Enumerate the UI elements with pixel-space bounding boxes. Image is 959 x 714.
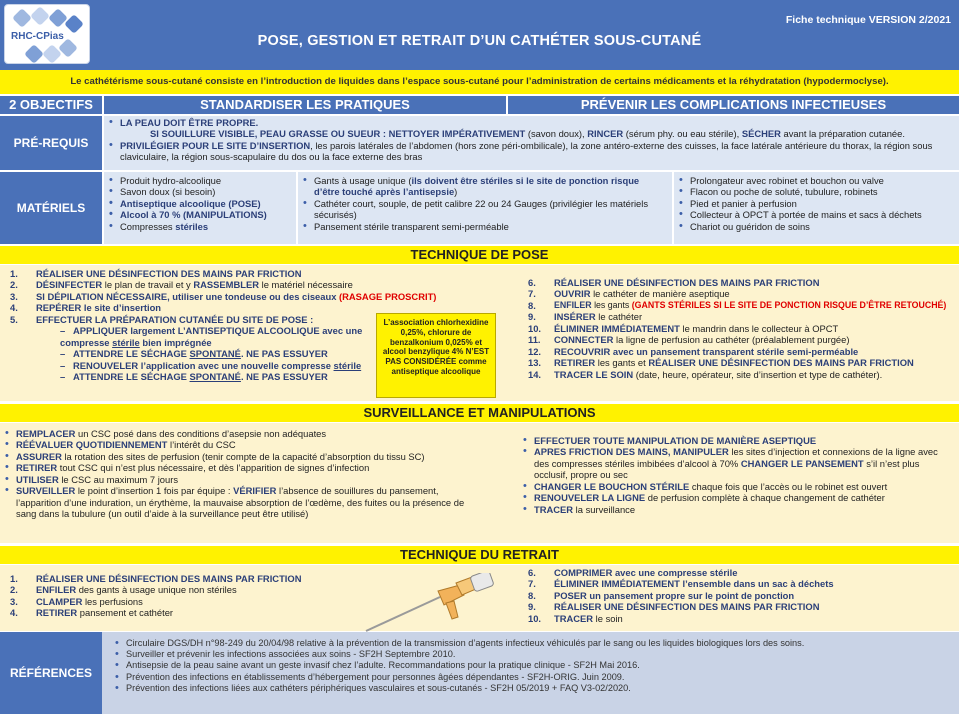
materiels-col2 bbox=[298, 172, 672, 244]
section-title-retrait: TECHNIQUE DU RETRAIT bbox=[0, 546, 959, 564]
reference-item: • Circulaire DGS/DH n°98-249 du 20/04/98 relative à la prévention de la transmission d’agents infectieux véhiculés par le sang ou les liquides biologiques lors des soins. bbox=[112, 638, 952, 649]
page-title: POSE, GESTION ET RETRAIT D’UN CATHÉTER SOUS-CUTANÉ bbox=[257, 33, 702, 49]
retrait-step: 7. ÉLIMINER IMMÉDIATEMENT l’ensemble dans un sac à déchets bbox=[528, 578, 834, 590]
retrait-step: 4. RETIRER pansement et cathéter bbox=[10, 607, 174, 619]
retrait-step: 6. COMPRIMER avec une compresse stérile bbox=[528, 567, 738, 578]
materiel-item: • Savon doux (si besoin) bbox=[106, 186, 294, 197]
manipulation-item: • RENOUVELER LA LIGNE de perfusion complète à chaque changement de cathéter bbox=[520, 492, 950, 503]
prerequis-content bbox=[104, 116, 959, 170]
surveillance-item: • REMPLACER un CSC posé dans des conditions d’asepsie non adéquates bbox=[2, 428, 484, 439]
retrait-section bbox=[0, 565, 959, 631]
prerequis-item: • PRIVILÉGIER POUR LE SITE D’INSERTION, les parois latérales de l’abdomen (hors zone péri-ombilicale), la zone antéro-externe des cuisses, la face latérale antérieure du thorax, la région sous claviculaire, la région sous-scapulaire du dos ou la face externe des bras bbox=[106, 140, 953, 163]
materiels-label: MATÉRIELS bbox=[0, 172, 102, 244]
catheter-illustration bbox=[360, 573, 500, 635]
pose-substep: – ATTENDRE LE SÉCHAGE SPONTANÉ. NE PAS ESSUYER bbox=[60, 371, 328, 383]
materiel-item: • Cathéter court, souple, de petit calibre 22 ou 24 Gauges (privilégier les matériels sécurisés) bbox=[300, 198, 666, 221]
pose-step: 4. REPÉRER le site d’insertion bbox=[10, 302, 162, 314]
section-title-surveillance: SURVEILLANCE ET MANIPULATIONS bbox=[0, 404, 959, 422]
surveillance-item: • SURVEILLER le point d’insertion 1 fois par équipe : VÉRIFIER l’absence de souillures du pansement, l’apparition d’une induration, un érythème, la mauvaise absorption de l’œdème, des fuites ou la présence de sang dans la tubulure (un outil d’aide à la surveillance peut être utilisé) bbox=[2, 485, 484, 519]
materiel-item: • Flacon ou poche de soluté, tubulure, robinets bbox=[676, 186, 957, 197]
pose-step: 1. RÉALISER UNE DÉSINFECTION DES MAINS PAR FRICTION bbox=[10, 268, 302, 279]
references-section bbox=[0, 632, 959, 714]
version-label: Fiche technique VERSION 2/2021 bbox=[785, 14, 951, 26]
pose-step: 6. RÉALISER UNE DÉSINFECTION DES MAINS PAR FRICTION bbox=[528, 277, 820, 288]
antiseptic-note: L’association chlorhexidine 0,25%, chlorure de benzalkonium 0,025% et alcool benzylique 4% N’EST PAS CONSIDÉRÉE comme antiseptique alcoolique bbox=[376, 313, 496, 398]
materiels-col3 bbox=[674, 172, 959, 244]
retrait-step: 3. CLAMPER les perfusions bbox=[10, 595, 143, 607]
materiel-item: • Compresses stériles bbox=[106, 221, 294, 232]
pose-step: 2. DÉSINFECTER le plan de travail et y RASSEMBLER le matériel nécessaire bbox=[10, 279, 353, 291]
materiel-item: • Gants à usage unique (ils doivent être stériles si le site de ponction risque d’être touché après l’antisepsie) bbox=[300, 175, 666, 198]
pose-step: 13. RETIRER les gants et RÉALISER UNE DÉSINFECTION DES MAINS PAR FRICTION bbox=[528, 357, 914, 369]
surveillance-section bbox=[0, 423, 959, 543]
logo-text: RHC-CPias bbox=[11, 31, 64, 42]
pose-step: 12. RECOUVRIR avec un pansement transparent stérile semi-perméable bbox=[528, 345, 859, 357]
reference-item: • Antisepsie de la peau saine avant un geste invasif chez l’adulte. Recommandations pour la pratique clinique - SF2H Mai 2016. bbox=[112, 660, 952, 671]
prerequis-item: • LA PEAU DOIT ÊTRE PROPRE. SI SOUILLURE VISIBLE, PEAU GRASSE OU SUEUR : NETTOYER IMPÉRATIVEMENT (savon doux), RINCER (sérum phy. ou eau stérile), SÉCHER avant la préparation cutanée. bbox=[106, 117, 953, 140]
objectifs-label: 2 OBJECTIFS bbox=[0, 96, 102, 114]
pose-step: 3. SI DÉPILATION NÉCESSAIRE, utiliser une tondeuse ou des ciseaux (RASAGE PROSCRIT) bbox=[10, 290, 437, 302]
objectif-standardiser: STANDARDISER LES PRATIQUES bbox=[104, 96, 506, 114]
prerequis-label: PRÉ-REQUIS bbox=[0, 116, 102, 170]
header-banner bbox=[0, 0, 959, 70]
pose-step: 5. EFFECTUER LA PRÉPARATION CUTANÉE DU SITE DE POSE : bbox=[10, 313, 314, 325]
pose-substep: – RENOUVELER l’application avec une nouvelle compresse stérile bbox=[60, 359, 362, 371]
surveillance-item: • UTILISER le CSC au maximum 7 jours bbox=[2, 474, 484, 485]
materiel-item: • Collecteur à OPCT à portée de mains et sacs à déchets bbox=[676, 209, 957, 220]
materiel-item: • Antiseptique alcoolique (POSE) bbox=[106, 198, 294, 209]
materiel-item: • Chariot ou guéridon de soins bbox=[676, 221, 957, 232]
surveillance-item: • RÉÉVALUER QUOTIDIENNEMENT l’intérêt du CSC bbox=[2, 439, 484, 450]
materiel-item: • Pansement stérile transparent semi-perméable bbox=[300, 221, 666, 232]
materiels-col1 bbox=[104, 172, 296, 244]
materiel-item: • Alcool à 70 % (MANIPULATIONS) bbox=[106, 209, 294, 220]
reference-item: • Prévention des infections en établissements d’hébergement pour personnes âgées dépendantes - SF2H-ORIG. Juin 2009. bbox=[112, 672, 952, 683]
pose-substep: – ATTENDRE LE SÉCHAGE SPONTANÉ. NE PAS ESSUYER bbox=[60, 348, 328, 360]
surveillance-item: • ASSURER la rotation des sites de perfusion (tenir compte de la capacité d’absorption du tissu SC) bbox=[2, 451, 484, 462]
surveillance-item: • RETIRER tout CSC qui n’est plus nécessaire, et dès l’apparition de signes d’infection bbox=[2, 462, 484, 473]
materiel-item: • Produit hydro-alcoolique bbox=[106, 175, 294, 186]
retrait-step: 2. ENFILER des gants à usage unique non stériles bbox=[10, 584, 237, 596]
reference-item: • Surveiller et prévenir les infections associées aux soins - SF2H Septembre 2010. bbox=[112, 649, 952, 660]
retrait-step: 10. TRACER le soin bbox=[528, 612, 623, 624]
pose-step: 11. CONNECTER la ligne de perfusion au cathéter (préalablement purgée) bbox=[528, 334, 850, 346]
references-label: RÉFÉRENCES bbox=[0, 632, 102, 714]
pose-step: 14. TRACER LE SOIN (date, heure, opérateur, site d’insertion et type de cathéter). bbox=[528, 368, 883, 380]
retrait-step: 1. RÉALISER UNE DÉSINFECTION DES MAINS PAR FRICTION bbox=[10, 573, 302, 584]
pose-step: 8. ENFILER les gants (GANTS STÉRILES SI LE SITE DE PONCTION RISQUE D’ÊTRE RETOUCHÉ) bbox=[528, 299, 947, 311]
reference-item: • Prévention des infections liées aux cathéters périphériques vasculaires et sous-cutanés - SF2H 05/2019 + FAQ V3-02/2020. bbox=[112, 683, 952, 694]
materiel-item: • Pied et panier à perfusion bbox=[676, 198, 957, 209]
objectif-prevenir: PRÉVENIR LES COMPLICATIONS INFECTIEUSES bbox=[508, 96, 959, 114]
pose-step: 9. INSÉRER le cathéter bbox=[528, 311, 643, 323]
manipulation-item: • APRES FRICTION DES MAINS, MANIPULER les sites d’injection et connexions de la ligne avec des compresses stériles imbibées d’alcool à 70% CHANGER LE PANSEMENT s’il n’est plus occlusif, propre ou sec bbox=[520, 446, 950, 480]
pose-substep: – APPLIQUER largement L’ANTISEPTIQUE ALCOOLIQUE avec une compresse stérile bien imprégnée bbox=[60, 325, 363, 348]
intro-text: Le cathétérisme sous-cutané consiste en l’introduction de liquides dans l’espace sous-cutané pour l’administration de certains médicaments et la réhydratation (hypodermoclyse). bbox=[0, 70, 959, 94]
manipulation-item: • EFFECTUER TOUTE MANIPULATION DE MANIÈRE ASEPTIQUE bbox=[520, 435, 950, 446]
retrait-step: 8. POSER un pansement propre sur le point de ponction bbox=[528, 589, 795, 601]
pose-step: 7. OUVRIR le cathéter de manière aseptique bbox=[528, 288, 730, 300]
manipulation-item: • TRACER la surveillance bbox=[520, 504, 950, 515]
pose-step: 10. ÉLIMINER IMMÉDIATEMENT le mandrin dans le collecteur à OPCT bbox=[528, 322, 839, 334]
materiel-item: • Prolongateur avec robinet et bouchon ou valve bbox=[676, 175, 957, 186]
retrait-step: 9. RÉALISER UNE DÉSINFECTION DES MAINS PAR FRICTION bbox=[528, 601, 820, 613]
section-title-pose: TECHNIQUE DE POSE bbox=[0, 246, 959, 264]
manipulation-item: • CHANGER LE BOUCHON STÉRILE chaque fois que l’accès ou le robinet est ouvert bbox=[520, 481, 950, 492]
